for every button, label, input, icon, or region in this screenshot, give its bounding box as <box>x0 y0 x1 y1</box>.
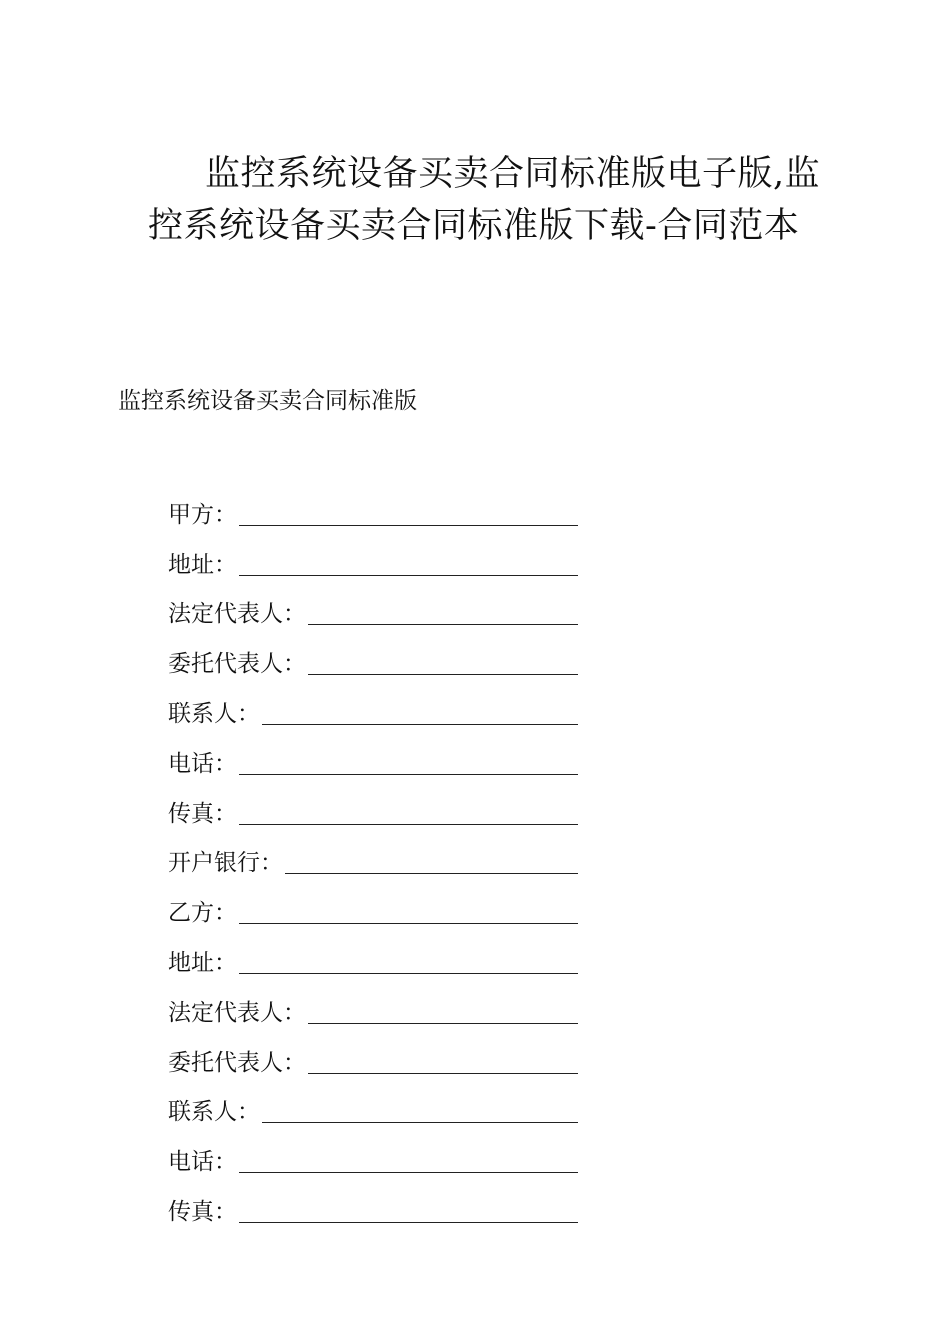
field-row-party-b <box>168 880 578 930</box>
blank-line <box>308 1022 578 1024</box>
field-label: 地址： <box>168 551 237 578</box>
field-label: 传真： <box>168 800 237 827</box>
field-row-phone-a <box>168 731 578 781</box>
field-label: 委托代表人： <box>168 651 306 678</box>
field-label: 开户银行： <box>168 850 283 877</box>
blank-line <box>239 1221 578 1223</box>
contract-heading: 监控系统设备买卖合同标准版 <box>118 388 417 414</box>
blank-line <box>239 922 578 924</box>
field-label: 甲方： <box>168 501 237 528</box>
blank-line <box>239 1171 578 1173</box>
blank-line <box>239 524 578 526</box>
document-title-line-1: 监控系统设备买卖合同标准版电子版,监 <box>205 154 821 194</box>
field-row-address-a <box>168 532 578 582</box>
field-label: 法定代表人： <box>168 999 306 1026</box>
field-row-agent-a <box>168 631 578 681</box>
blank-line <box>262 723 578 725</box>
field-label: 联系人： <box>168 1099 260 1126</box>
blank-line <box>262 1121 578 1123</box>
blank-line <box>239 823 578 825</box>
field-row-phone-b <box>168 1129 578 1179</box>
field-row-fax-b <box>168 1179 578 1229</box>
field-label: 电话： <box>168 1149 237 1176</box>
document-title-line-2: 控系统设备买卖合同标准版下载-合同范本 <box>148 206 800 246</box>
field-label: 联系人： <box>168 700 260 727</box>
field-label: 乙方： <box>168 900 237 927</box>
field-row-legal-rep-a <box>168 582 578 632</box>
field-label: 地址： <box>168 949 237 976</box>
party-info-fields <box>168 482 578 1229</box>
document-title <box>148 148 828 252</box>
blank-line <box>239 972 578 974</box>
field-row-contact-b <box>168 1080 578 1130</box>
blank-line <box>239 574 578 576</box>
field-row-legal-rep-b <box>168 980 578 1030</box>
field-label: 法定代表人： <box>168 601 306 628</box>
blank-line <box>239 773 578 775</box>
field-row-party-a <box>168 482 578 532</box>
blank-line <box>285 872 578 874</box>
blank-line <box>308 673 578 675</box>
field-label: 电话： <box>168 750 237 777</box>
field-row-contact-a <box>168 681 578 731</box>
field-label: 传真： <box>168 1198 237 1225</box>
blank-line <box>308 1072 578 1074</box>
blank-line <box>308 623 578 625</box>
field-row-agent-b <box>168 1030 578 1080</box>
field-label: 委托代表人： <box>168 1049 306 1076</box>
field-row-address-b <box>168 930 578 980</box>
field-row-bank-a <box>168 831 578 881</box>
field-row-fax-a <box>168 781 578 831</box>
